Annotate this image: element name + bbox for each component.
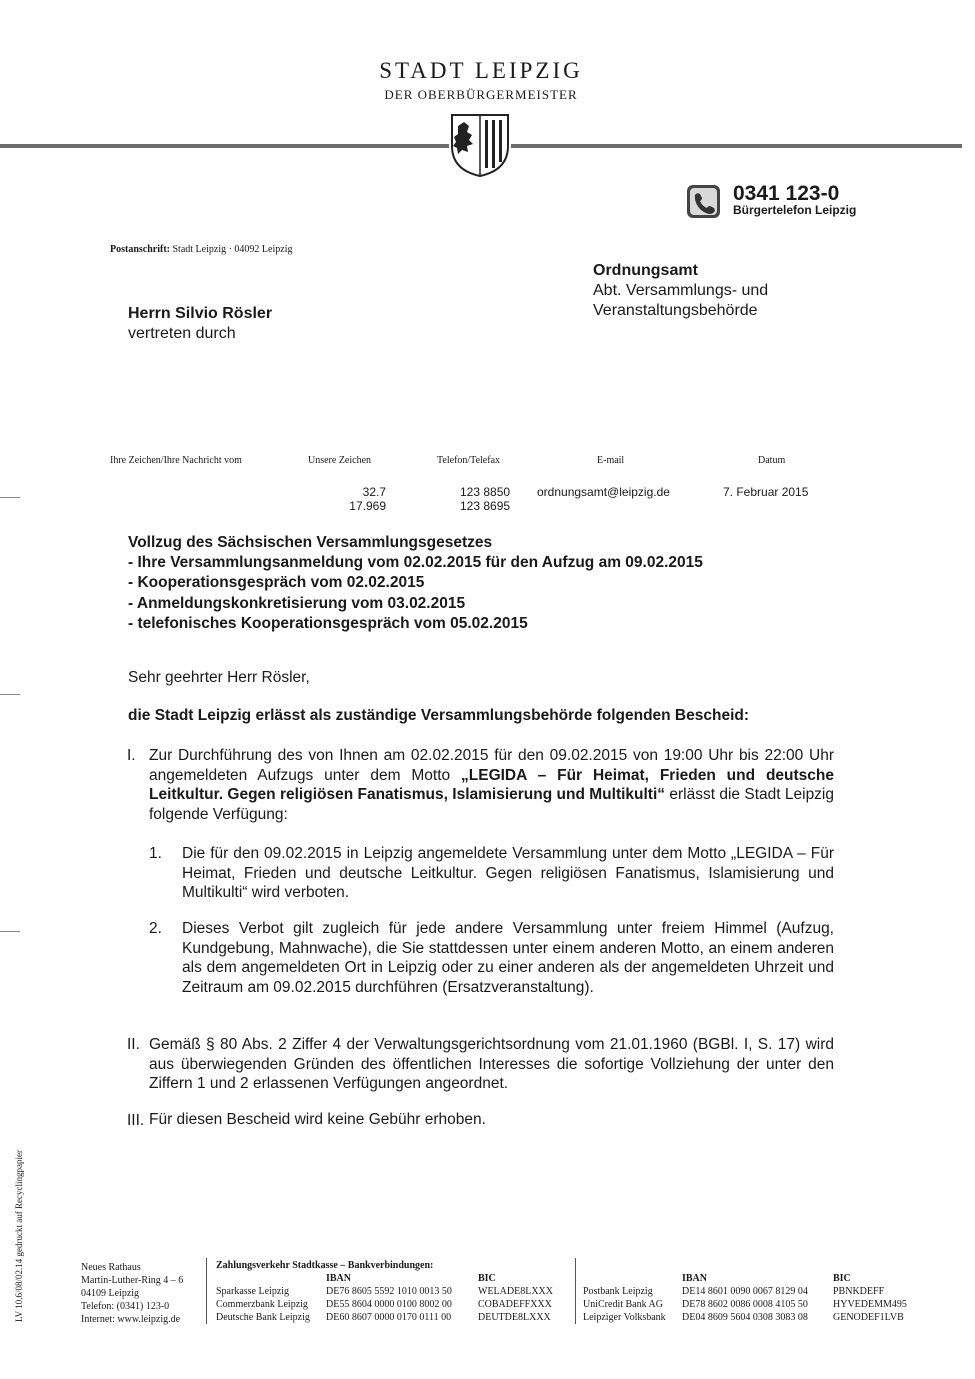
org-name: STADT LEIPZIG: [379, 58, 583, 83]
bank-bic: GENODEF1LVB: [833, 1312, 904, 1323]
footer-bics-left: [478, 1285, 553, 1324]
bank-iban: DE60 8607 0000 0170 0111 00: [326, 1312, 452, 1323]
footer-bics-right: [833, 1285, 907, 1324]
bank-bic: HYVEDEMM495: [833, 1299, 907, 1310]
recipient-line-2: vertreten durch: [128, 325, 236, 342]
phone-icon: [686, 184, 721, 219]
footer-address: [81, 1261, 183, 1326]
footer-bic-label-right: BIC: [833, 1273, 851, 1284]
footer-address-line: Martin-Luther-Ring 4 – 6: [81, 1275, 184, 1286]
phone-value-2: 123 8695: [460, 499, 511, 513]
section-2-text: Gemäß § 80 Abs. 2 Ziffer 4 der Verwaltungsgerichtsordnung vom 21.01.1960 (BGBl. I, S. 17) wird aus überwiegenden Gründen des öffentlichen Interesses die sofortige Vollziehung der unter den Ziffern 1 und 2 erlassenen Verfügungen angeordnet.: [149, 1036, 834, 1092]
our-ref-1: 32.7: [362, 485, 386, 499]
footer-ibans-left: [326, 1285, 452, 1324]
section-2-marker: II.: [127, 1036, 140, 1053]
footer-bic-label: BIC: [478, 1273, 496, 1284]
ref-header-email: E-mail: [597, 455, 625, 466]
subject-line-5: - telefonisches Kooperationsgespräch vom 05.02.2015: [128, 615, 528, 632]
footer-bank-names-right: [583, 1285, 666, 1324]
postal-address: Stadt Leipzig · 04092 Leipzig: [172, 244, 293, 255]
subject-line-3: - Kooperationsgespräch vom 02.02.2015: [128, 574, 425, 591]
department-name: Ordnungsamt: [593, 262, 698, 279]
phone-number: 0341 123-0: [733, 182, 840, 205]
department-line-2: Veranstaltungsbehörde: [593, 302, 758, 319]
department-line-1: Abt. Versammlungs- und: [593, 282, 769, 299]
bank-iban: DE14 8601 0090 0067 8129 04: [682, 1286, 808, 1297]
bank-name: UniCredit Bank AG: [583, 1299, 663, 1310]
phone-label: Bürgertelefon Leipzig: [733, 203, 857, 217]
fold-mark: [0, 497, 20, 498]
item-2-text: Dieses Verbot gilt zugleich für jede andere Versammlung unter freiem Himmel (Aufzug, Kundgebung, Mahnwache), die Sie stattdessen unter einem anderen Motto, an einem anderen als dem angemeldeten Ort in Leipzig oder zu einer anderen als der angemeldeten Uhrzeit und Zeitraum am 09.02.2015 durchführen (Ersatzveranstaltung).: [182, 920, 834, 996]
bank-bic: WELADE8LXXX: [478, 1286, 553, 1297]
fold-mark: [0, 694, 20, 695]
footer-bank-names-left: [216, 1285, 310, 1324]
ref-header-date: Datum: [758, 455, 786, 466]
intro-statement: die Stadt Leipzig erlässt als zuständige Versammlungsbehörde folgenden Bescheid:: [128, 707, 750, 724]
subject-line-1: Vollzug des Sächsischen Versammlungsgesetzes: [128, 534, 493, 551]
org-subtitle: DER OBERBÜRGERMEISTER: [384, 87, 578, 102]
coat-of-arms-icon: [449, 112, 511, 178]
bank-bic: PBNKDEFF: [833, 1286, 885, 1297]
item-1-marker: 1.: [149, 845, 162, 862]
subject-line-4: - Anmeldungskonkretisierung vom 03.02.2015: [128, 595, 466, 612]
item-2-marker: 2.: [149, 920, 162, 937]
bank-bic: COBADEFFXXX: [478, 1299, 552, 1310]
ref-header-phone-fax: Telefon/Telefax: [437, 455, 501, 466]
subject-line-2: - Ihre Versammlungsanmeldung vom 02.02.2015 für den Aufzug am 09.02.2015: [128, 554, 703, 571]
footer-address-line: Telefon: (0341) 123-0: [81, 1301, 170, 1312]
section-1-motto: „LEGIDA – Für Heimat, Frieden und deutsche Leitkultur. Gegen religiösen Fanatismus, Islamisierung und Multikulti“: [149, 766, 834, 803]
date-value: 7. Februar 2015: [723, 485, 809, 499]
section-3-text: Für diesen Bescheid wird keine Gebühr erhoben.: [149, 1111, 486, 1128]
email-value[interactable]: ordnungsamt@leipzig.de: [537, 485, 670, 499]
footer-address-line: Neues Rathaus: [81, 1262, 141, 1273]
bank-name: Leipziger Volksbank: [583, 1312, 666, 1323]
footer-bank-title: Zahlungsverkehr Stadtkasse – Bankverbindungen:: [216, 1260, 434, 1271]
section-1-text: [149, 746, 834, 824]
footer-iban-label-right: IBAN: [682, 1273, 708, 1284]
bank-iban: DE04 8609 5604 0308 3083 08: [682, 1312, 808, 1323]
footer-ibans-right: [682, 1285, 808, 1324]
phone-value-1: 123 8850: [460, 485, 511, 499]
recipient-name: Herrn Silvio Rösler: [128, 305, 273, 322]
bank-name: Postbank Leipzig: [583, 1286, 653, 1297]
fold-mark: [0, 931, 20, 932]
footer-divider: [575, 1258, 576, 1324]
bank-iban: DE78 8602 0086 0008 4105 50: [682, 1299, 808, 1310]
bank-iban: DE55 8604 0000 0100 8002 00: [326, 1299, 452, 1310]
our-ref-2: 17.969: [349, 499, 386, 513]
footer-website[interactable]: Internet: www.leipzig.de: [81, 1314, 181, 1325]
section-3-marker: III.: [127, 1112, 145, 1129]
postal-label: Postanschrift:: [110, 244, 170, 255]
bank-name: Sparkasse Leipzig: [216, 1286, 290, 1297]
bank-name: Deutsche Bank Leipzig: [216, 1312, 310, 1323]
side-print-note: LV 10.6/08/02.14 gedruckt auf Recyclingpapier: [14, 1150, 24, 1322]
bank-iban: DE76 8605 5592 1010 0013 50: [326, 1286, 452, 1297]
section-1-text-a: Zur Durchführung des von Ihnen am 02.02.2015 für den 09.02.2015 von 19:00 Uhr bis 22:00 Uhr angemeldeten Aufzugs unter dem Motto: [149, 747, 834, 784]
section-1-text-b: erlässt die Stadt Leipzig folgende Verfügung:: [149, 786, 834, 823]
postal-address-line: [110, 244, 292, 255]
ref-header-your-ref: Ihre Zeichen/Ihre Nachricht vom: [110, 455, 242, 466]
footer-address-line: 04109 Leipzig: [81, 1288, 140, 1299]
section-1-marker: I.: [127, 747, 136, 764]
bank-bic: DEUTDE8LXXX: [478, 1312, 551, 1323]
bank-name: Commerzbank Leipzig: [216, 1299, 308, 1310]
ref-header-our-ref: Unsere Zeichen: [308, 455, 372, 466]
salutation: Sehr geehrter Herr Rösler,: [128, 669, 310, 686]
item-1-text: Die für den 09.02.2015 in Leipzig angemeldete Versammlung unter dem Motto „LEGIDA – Für Heimat, Frieden und deutsche Leitkultur. Gegen religiösen Fanatismus, Islamisierung und Multikulti“ wird verboten.: [182, 845, 834, 901]
footer-divider: [206, 1258, 207, 1324]
footer-iban-label: IBAN: [326, 1273, 352, 1284]
